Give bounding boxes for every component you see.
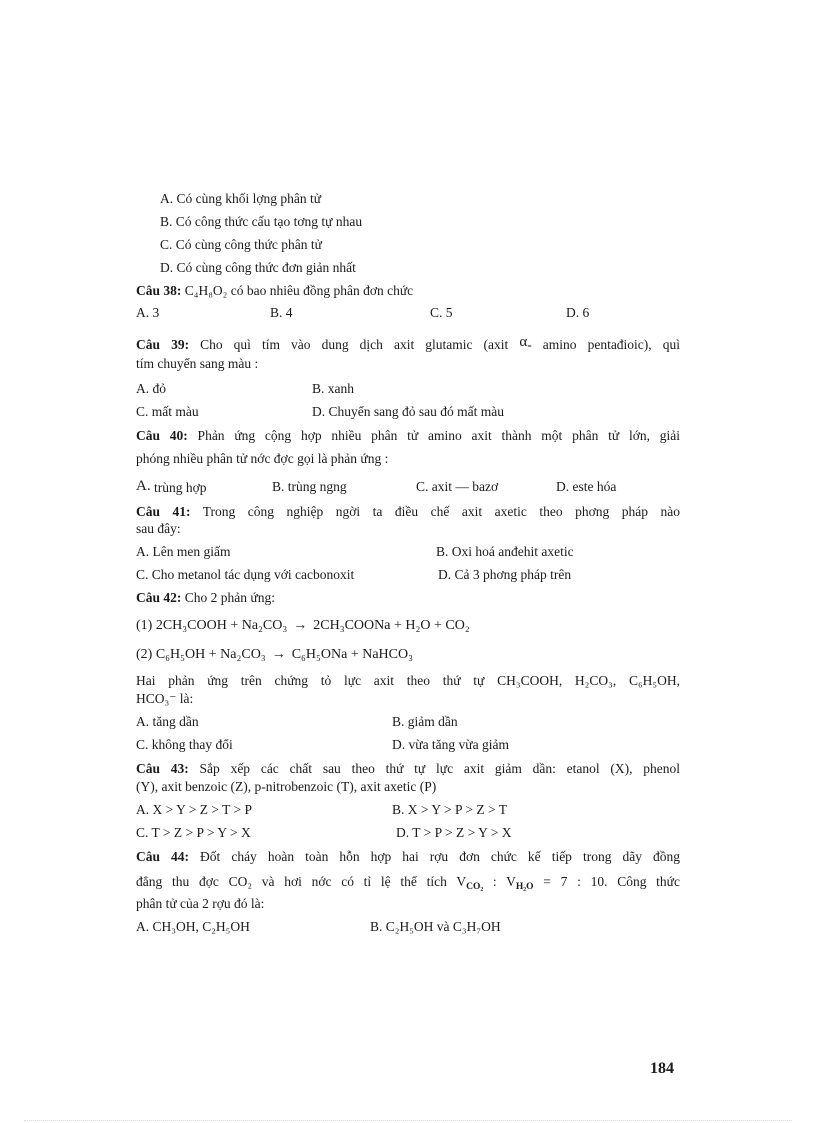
reaction-2: [136, 646, 413, 664]
arrow-icon: →: [293, 618, 308, 633]
q39-option-b: B. xanh: [312, 381, 354, 396]
q42-option-c: C. không thay đổi: [136, 737, 233, 752]
q40-option-c: C. axit — bazơ: [416, 479, 499, 494]
q42-stem: [136, 589, 680, 607]
q43-option-d: D. T > P > Z > Y > X: [396, 825, 512, 840]
reaction-1: [136, 617, 470, 635]
q44-ratio-colon: : V: [483, 874, 516, 889]
q40-stem-line1: [136, 427, 680, 445]
q40-stem-line2: phóng nhiều phân tử nớc đợc gọi là phản ứng :: [136, 451, 389, 466]
q39-option-a: A. đỏ: [136, 381, 166, 396]
v-co2-subscript: CO₂: [466, 882, 484, 892]
alpha-symbol: α: [519, 334, 528, 350]
arrow-icon: →: [271, 647, 286, 662]
reaction-2-products: C₆H₅ONa + NaHCO₃: [291, 647, 413, 662]
q38-stem: [136, 282, 680, 300]
q40-option-a-text: trùng hợp: [150, 480, 207, 495]
q39-text-a: Cho quì tím vào dung dịch axit glutamic (axit: [189, 337, 520, 352]
q39-label: Câu 39:: [136, 337, 190, 352]
q42-label: Câu 42:: [136, 590, 182, 605]
q42-question-line2: HCO₃⁻ là:: [136, 691, 194, 706]
q38-text: C₄H₈O₂ có bao nhiêu đồng phân đơn chức: [181, 283, 414, 298]
q42-option-d: D. vừa tăng vừa giảm: [392, 737, 509, 752]
q42-text: Cho 2 phản ứng:: [181, 590, 275, 605]
q44-option-b: B. C₂H₅OH và C₃H₇OH: [370, 919, 501, 934]
q42-question-line1: Hai phản ứng trên chứng tỏ lực axit theo thứ tự CH₃COOH, H₂CO₃, C₆H₅OH,: [136, 673, 680, 688]
q43-option-b: B. X > Y > P > Z > T: [392, 802, 507, 817]
q43-stem-line1: [136, 760, 680, 778]
q41-option-b: B. Oxi hoá anđehit axetic: [436, 544, 574, 559]
q39-option-d: D. Chuyển sang đỏ sau đó mất màu: [312, 404, 504, 419]
q38-option-d: D. 6: [566, 305, 590, 320]
q44-stem-line1: [136, 848, 680, 866]
q41-text: Trong công nghiệp ngời ta điều chế axit axetic theo phơng pháp nào: [190, 504, 680, 519]
q38-label: Câu 38:: [136, 283, 182, 298]
q44-text: Đốt cháy hoàn toàn hỗn hợp hai rợu đơn chức kế tiếp trong dãy đồng: [189, 849, 680, 864]
q38-option-a: A. 3: [136, 305, 160, 320]
q41-stem-line1: [136, 503, 680, 521]
q44-text-2-end: = 7 : 10. Công thức: [533, 874, 680, 889]
q40-option-a-letter: A.: [136, 478, 151, 494]
q38-option-b: B. 4: [270, 305, 293, 320]
q41-option-c: C. Cho metanol tác dụng với cacbonoxit: [136, 567, 355, 582]
q40-label: Câu 40:: [136, 428, 188, 443]
q39-option-c: C. mất màu: [136, 404, 199, 419]
q43-option-a: A. X > Y > Z > T > P: [136, 802, 252, 817]
q37-option-d: D. Có cùng công thức đơn giản nhất: [160, 260, 356, 275]
q43-text: Sắp xếp các chất sau theo thứ tự lực axit giảm dần: etanol (X), phenol: [188, 761, 680, 776]
q37-option-c: C. Có cùng công thức phân tử: [160, 237, 322, 252]
q42-option-b: B. giảm dần: [392, 714, 458, 729]
q44-stem-line2: [136, 873, 680, 891]
v-h2o-subscript: H₂O: [515, 882, 534, 892]
q40-option-a: [136, 477, 206, 497]
q39-text-b: - amino pentađioic), quì: [527, 337, 680, 352]
q44-stem-line3: phân tử của 2 rợu đó là:: [136, 896, 265, 911]
q40-option-d: D. este hóa: [556, 479, 617, 494]
q42-option-a: A. tăng dần: [136, 714, 199, 729]
q43-label: Câu 43:: [136, 761, 189, 776]
reaction-1-products: 2CH₃COONa + H₂O + CO₂: [313, 618, 470, 633]
q41-option-a: A. Lên men giấm: [136, 544, 231, 559]
reaction-1-reactants: (1) 2CH₃COOH + Na₂CO₃: [136, 618, 288, 633]
q44-text-2: đẳng thu đợc CO₂ và hơi nớc có tỉ lệ thể tích V: [136, 874, 467, 889]
q39-stem-line1: [136, 333, 680, 354]
q41-stem-line2: sau đây:: [136, 521, 181, 536]
q44-label: Câu 44:: [136, 849, 190, 864]
q41-option-d: D. Cả 3 phơng pháp trên: [438, 567, 572, 582]
reaction-2-reactants: (2) C₆H₅OH + Na₂CO₃: [136, 647, 266, 662]
q37-option-a: A. Có cùng khối lợng phân tử: [160, 191, 322, 206]
q41-label: Câu 41:: [136, 504, 191, 519]
q38-option-c: C. 5: [430, 305, 453, 320]
footer-divider: [24, 1120, 792, 1121]
q43-option-c: C. T > Z > P > Y > X: [136, 825, 251, 840]
q43-stem-line2: (Y), axit benzoic (Z), p-nitrobenzoic (T), axit axetic (P): [136, 779, 437, 794]
q40-text: Phản ứng cộng hợp nhiều phân tử amino axit thành một phân tử lớn, giải: [187, 428, 680, 443]
q44-option-a: A. CH₃OH, C₂H₅OH: [136, 919, 250, 934]
q40-option-b: B. trùng ngng: [272, 479, 347, 494]
q37-option-b: B. Có công thức cấu tạo tơng tự nhau: [160, 214, 363, 229]
q39-stem-line2: tím chuyển sang màu :: [136, 356, 259, 371]
page-number: 184: [650, 1060, 674, 1077]
